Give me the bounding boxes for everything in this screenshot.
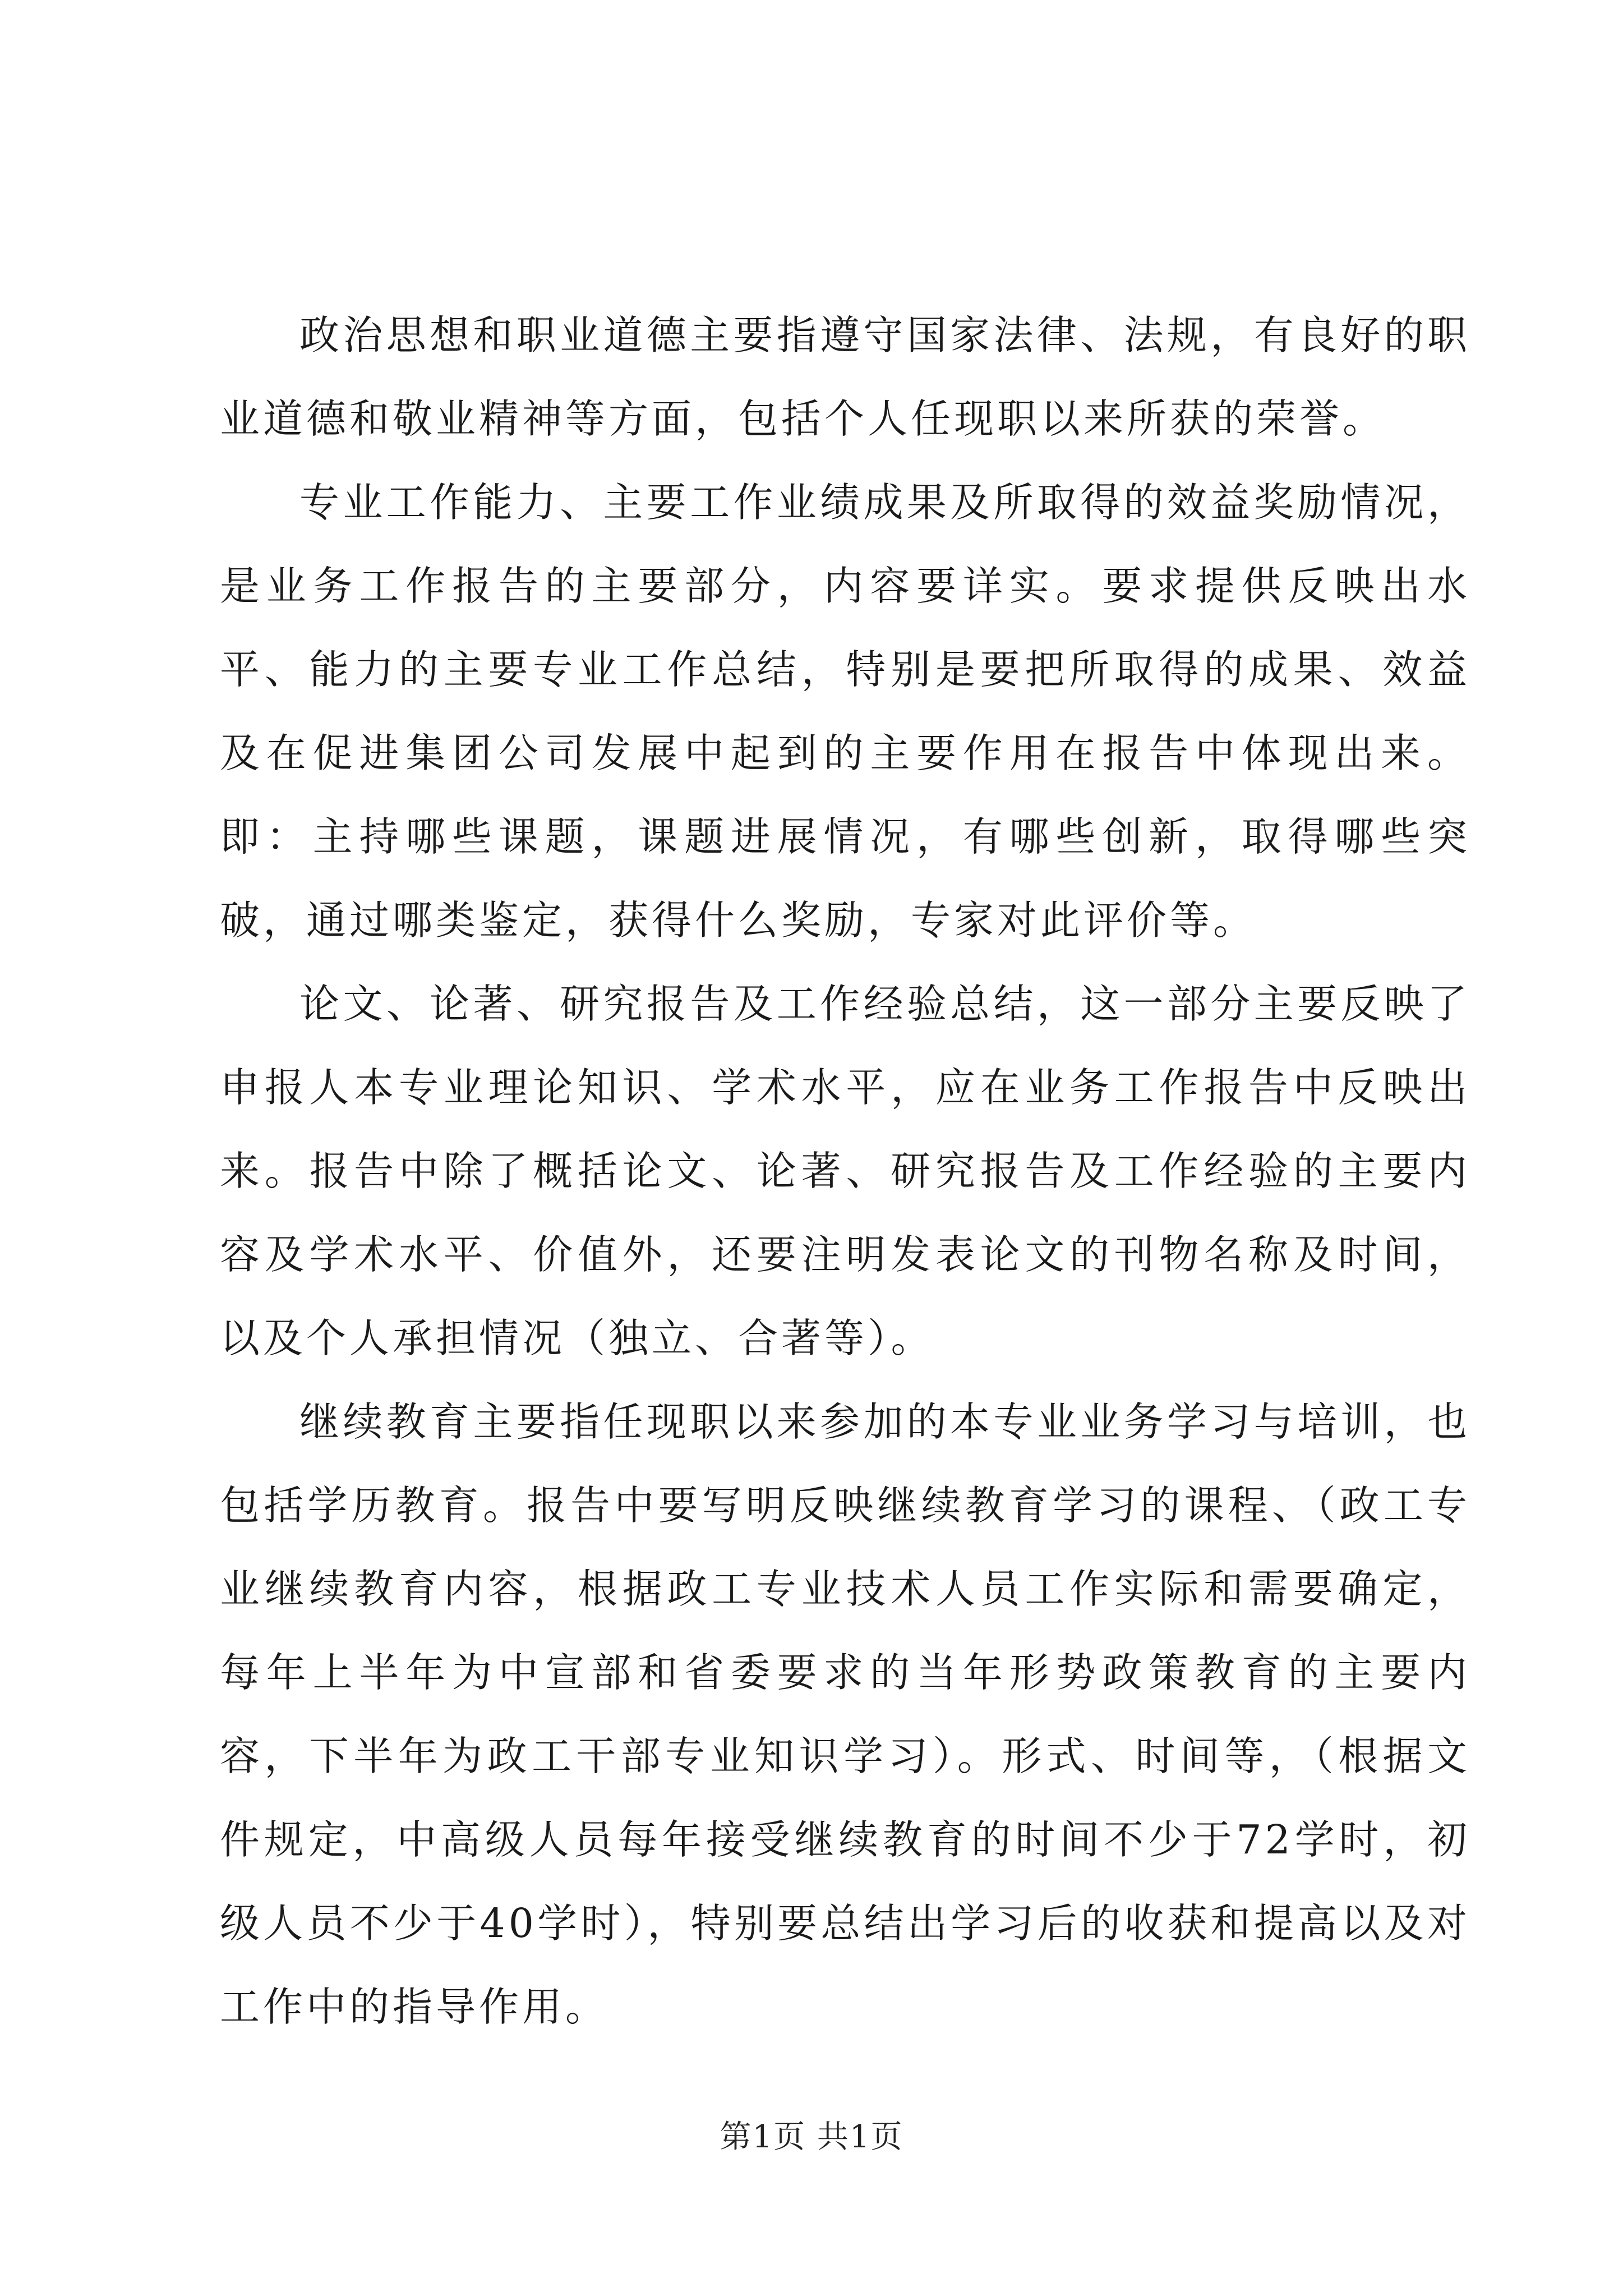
paragraph-papers-research: 论文、论著、研究报告及工作经验总结，这一部分主要反映了申报人本专业理论知识、学术水平，应在业务工作报告中反映出来。报告中除了概括论文、论著、研究报告及工作经验的主要内容及学术水平、价值外，还要注明发表论文的刊物名称及时间，以及个人承担情况（独立、合著等）。	[220, 981, 1470, 1361]
document-body	[220, 293, 1470, 2049]
page-footer: 第1页 共1页	[720, 2119, 903, 2155]
paragraph-professional-ability: 专业工作能力、主要工作业绩成果及所取得的效益奖励情况，是业务工作报告的主要部分，内容要详实。要求提供反映出水平、能力的主要专业工作总结，特别是要把所取得的成果、效益及在促进集团公司发展中起到的主要作用在报告中体现出来。即：主持哪些课题，课题进展情况，有哪些创新，取得哪些突破，通过哪类鉴定，获得什么奖励，专家对此评价等。	[220, 479, 1470, 944]
paragraph-continuing-education: 继续教育主要指任现职以来参加的本专业业务学习与培训，也包括学历教育。报告中要写明反映继续教育学习的课程、（政工专业继续教育内容，根据政工专业技术人员工作实际和需要确定，每年上半年为中宣部和省委要求的当年形势政策教育的主要内容，下半年为政工干部专业知识学习）。形式、时间等，（根据文件规定，中高级人员每年接受继续教育的时间不少于72学时，初级人员不少于40学时），特别要总结出学习后的收获和提高以及对工作中的指导作用。	[220, 1398, 1470, 2030]
paragraph-political-ethics: 政治思想和职业道德主要指遵守国家法律、法规，有良好的职业道德和敬业精神等方面，包括个人任现职以来所获的荣誉。	[220, 312, 1470, 442]
